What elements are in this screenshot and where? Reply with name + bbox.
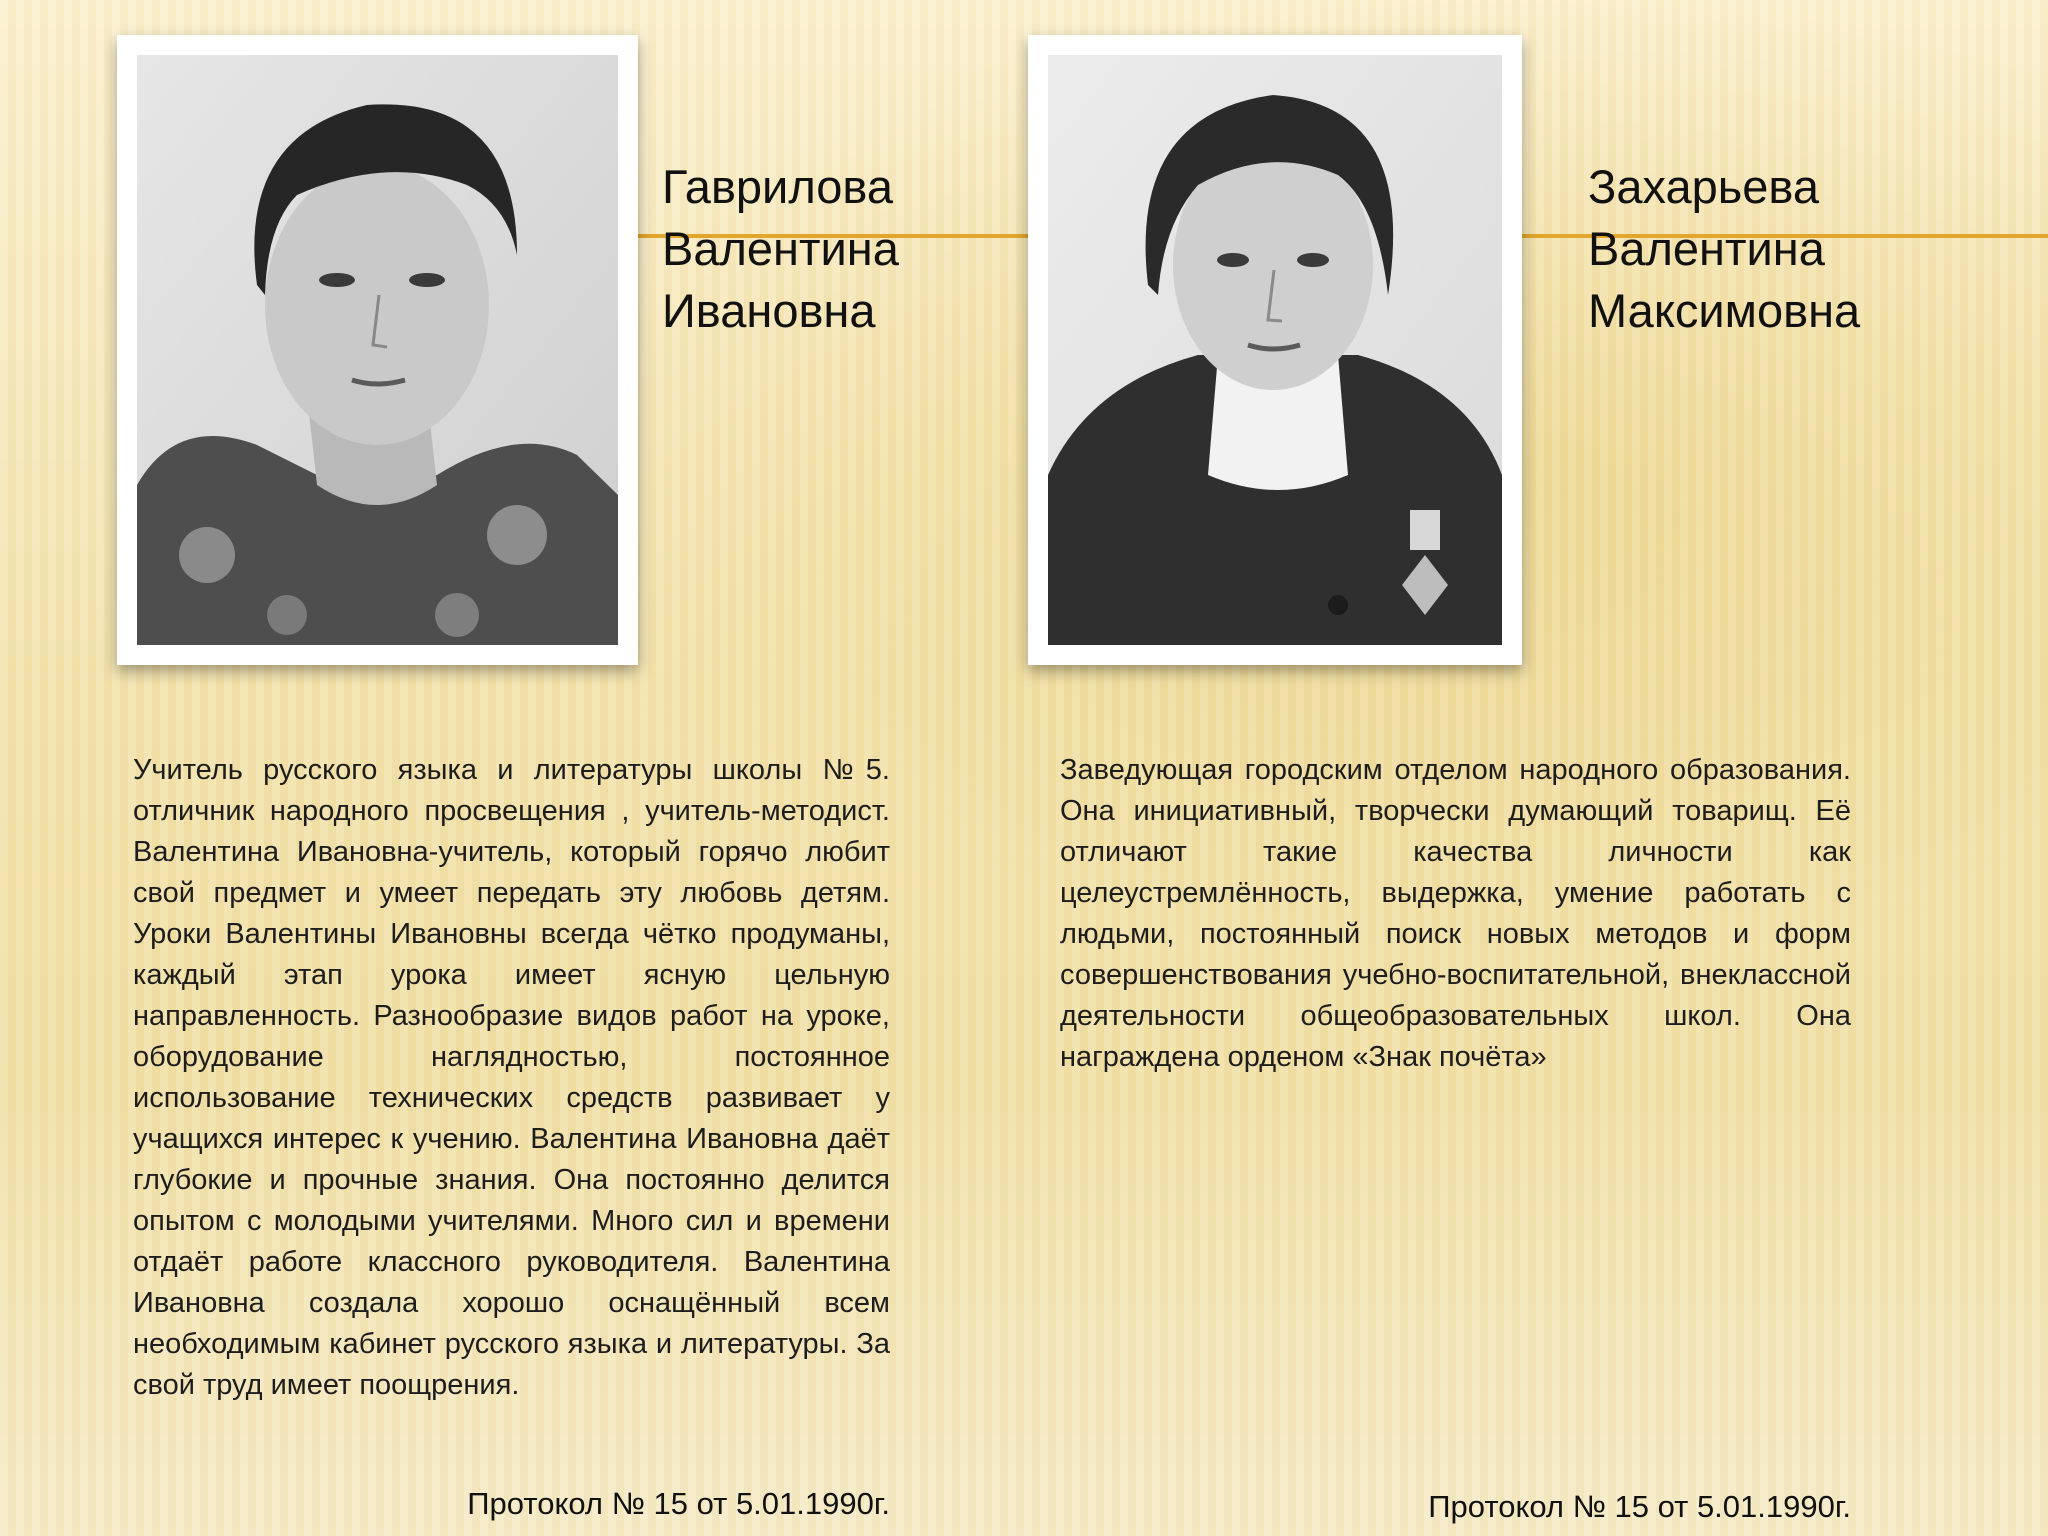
name-line: Валентина [1588,222,1825,275]
name-line: Ивановна [662,284,876,337]
teacher-bio-left: Учитель русского языка и литературы школы №5. отличник народного просвещения , учитель-методист. Валентина Ивановна-учитель, который горячо любит свой предмет и умеет передать эту любовь детям. Уроки Валентины Ивановны всегда чётко продуманы, каждый этап урока имеет ясную цельную направленность. Разнообразие видов работ на уроке, оборудование наглядностью, постоянное использование технических средств развивает у учащихся интерес к учению. Валентина Ивановна даёт глубокие и прочные знания. Она постоянно делится опытом с молодыми учителями. Много сил и времени отдаёт работе классного руководителя. Валентина Ивановна создала хорошо оснащённый всем необходимым кабинет русского языка и литературы. За свой труд имеет поощрения. [133,754,890,1401]
teacher-name-left [662,156,899,342]
protocol-left: Протокол № 15 от 5.01.1990г. [467,1486,890,1521]
name-line: Захарьева [1588,160,1819,213]
teacher-bio-right: Заведующая городским отделом народного образования. Она инициативный, творчески думающий товарищ. Её отличают такие качества личности как целеустремлённость, выдержка, умение работать с людьми, постоянный поиск новых методов и форм совершенствования учебно-воспитательной, внеклассной деятельности общеобразовательных школ. Она награждена орденом «Знак почёта» [1060,754,1851,1073]
portrait-photo-left [137,55,618,645]
protocol-right: Протокол № 15 от 5.01.1990г. [1428,1489,1851,1524]
name-line: Валентина [662,222,899,275]
teacher-name-right [1588,156,1860,342]
portrait-photo-right [1048,55,1502,645]
name-line: Гаврилова [662,160,893,213]
name-line: Максимовна [1588,284,1861,337]
